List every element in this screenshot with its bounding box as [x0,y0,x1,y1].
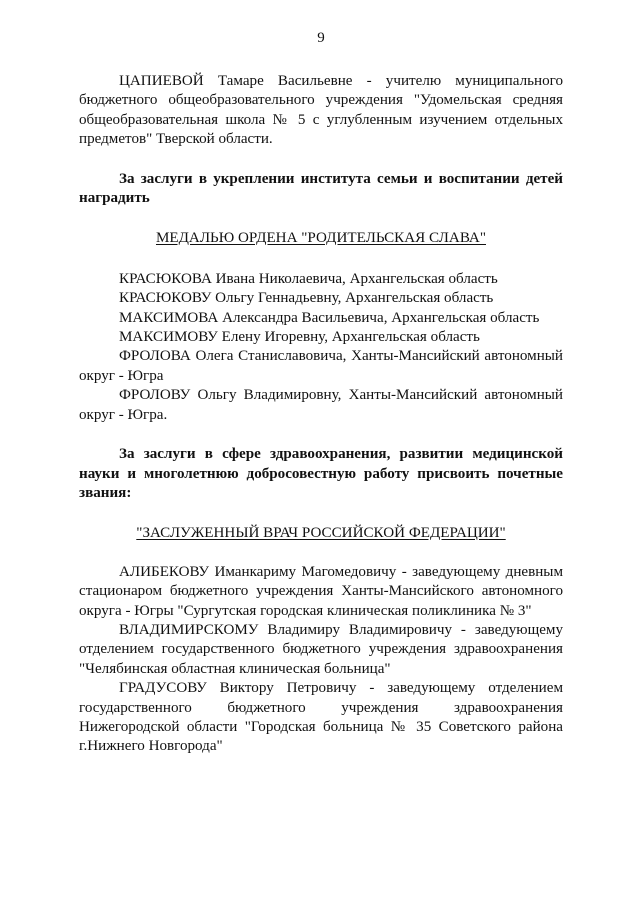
list-item: АЛИБЕКОВУ Иманкариму Магомедовичу - заведующему дневным стационаром бюджетного учреждения Ханты-Мансийского автономного округа - Югры "Сургутская городская клиническая поликлиника № 3" [79,563,563,619]
page-number: 9 [317,30,325,46]
list-item: ФРОЛОВА Олега Станиславовича, Ханты-Мансийский автономный округ - Югра [79,348,563,384]
recipient-list-honored-doctor [79,563,563,757]
list-item: МАКСИМОВА Александра Васильевича, Архангельская область [119,309,540,326]
list-item: ГРАДУСОВУ Виктору Петровичу - заведующему отделением государственного бюджетного учреждения здравоохранения Нижегородской области "Городская больница № 35 Советского района г.Нижнего Новгорода" [79,680,563,755]
award-heading-parental-glory: МЕДАЛЬЮ ОРДЕНА "РОДИТЕЛЬСКАЯ СЛАВА" [155,230,486,247]
list-item: ФРОЛОВУ Ольгу Владимировну, Ханты-Мансийский автономный округ - Югра. [79,387,563,423]
award-heading-honored-doctor: "ЗАСЛУЖЕННЫЙ ВРАЧ РОССИЙСКОЙ ФЕДЕРАЦИИ" [136,525,506,542]
section-intro-healthcare: За заслуги в сфере здравоохранения, развитии медицинской науки и многолетнюю добросовестную работу присвоить почетные звания: [79,446,563,501]
list-item: МАКСИМОВУ Елену Игоревну, Архангельская область [119,329,480,346]
award-recipient-intro: ЦАПИЕВОЙ Тамаре Васильевне - учителю муниципального бюджетного общеобразовательного учреждения "Удомельская средняя общеобразовательная школа № 5 с углубленным изучением отдельных предметов" Тверской области. [79,73,563,148]
recipient-list-parental-glory [79,270,563,425]
section-intro-family: За заслуги в укреплении института семьи и воспитании детей наградить [79,170,563,207]
list-item: ВЛАДИМИРСКОМУ Владимиру Владимировичу - заведующему отделением государственного бюджетного учреждения здравоохранения "Челябинская областная клиническая больница" [79,621,563,677]
list-item: КРАСЮКОВУ Ольгу Геннадьевну, Архангельская область [119,290,494,307]
document-body [79,72,563,757]
list-item: КРАСЮКОВА Ивана Николаевича, Архангельская область [119,270,498,287]
